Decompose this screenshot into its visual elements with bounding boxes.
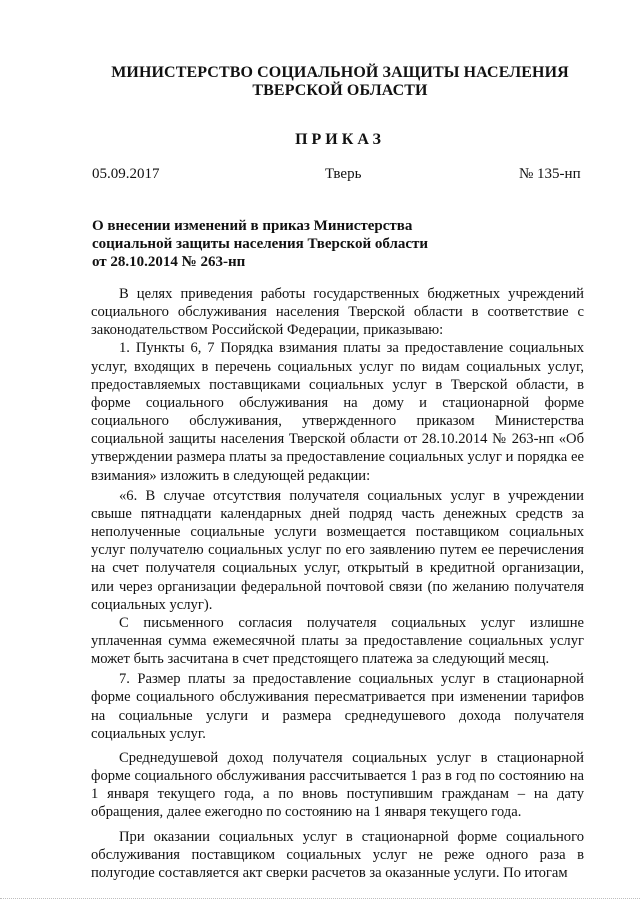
ministry-name-line-2: ТВЕРСКОЙ ОБЛАСТИ <box>252 82 428 99</box>
scan-edge-noise <box>0 898 640 901</box>
document-number: № 135-нп <box>519 166 581 182</box>
body-paragraph-clause-6: «6. В случае отсутствия получателя социальных услуг в учреждении свыше пятнадцати календарных дней подряд часть денежных средств за неполученные социальные услуги возмещается поставщиком социальных услуг получателю социальных услуг по его заявлению путем ее перечисления на счет получателя социальных услуг, открытый в кредитной организации, или через организации федеральной почтовой связи (по желанию получателя социальных услуг). <box>91 487 584 613</box>
body-paragraph-average-income: Среднедушевой доход получателя социальных услуг в стационарной форме социального обслуживания рассчитывается 1 раз в год по состоянию на 1 января текущего года, а по вновь поступившим гражданам – на дату обращения, далее ежегодно по состоянию на 1 января текущего года. <box>91 749 584 821</box>
body-paragraph-preamble: В целях приведения работы государственных бюджетных учреждений социального обслуживания населения Тверской области в соответствие с законодательством Российской Федерации, приказываю: <box>91 286 584 339</box>
subject-line-3: от 28.10.2014 № 263-нп <box>92 254 246 270</box>
document-date: 05.09.2017 <box>92 166 160 182</box>
body-paragraph-reconciliation: При оказании социальных услуг в стационарной форме социального обслуживания поставщиком социальных услуг не реже одного раза в полугодие составляется акт сверки расчетов за оказанные услуги. По итогам <box>91 828 584 881</box>
body-paragraph-clause-7: 7. Размер платы за предоставление социальных услуг в стационарной форме социального обслуживания пересматривается при изменении тарифов на социальные услуги и размера среднедушевого дохода получателя социальных услуг. <box>91 671 584 742</box>
document-body <box>91 285 584 882</box>
subject-line-2: социальной защиты населения Тверской области <box>92 236 429 252</box>
ministry-name-line-1: МИНИСТЕРСТВО СОЦИАЛЬНОЙ ЗАЩИТЫ НАСЕЛЕНИЯ <box>111 64 569 81</box>
body-paragraph-overpayment: С письменного согласия получателя социальных услуг излишне уплаченная сумма ежемесячной платы за предоставление социальных услуг может быть засчитана в счет предстоящего платежа за следующий месяц. <box>91 614 584 668</box>
body-paragraph-item-1: 1. Пункты 6, 7 Порядка взимания платы за предоставление социальных услуг, входящих в перечень социальных услуг по видам социальных услуг, предоставляемых поставщиками социальных услуг в Тверской области, в форме социального обслуживания на дому и стационарной форме социального обслуживания, утвержденного приказом Министерства социальной защиты населения Тверской области от 28.10.2014 № 263-нп «Об утверждении размера платы за предоставление социальных услуг и порядка ее взимания» изложить в следующей редакции: <box>91 340 584 484</box>
subject-line-1: О внесении изменений в приказ Министерства <box>92 218 413 234</box>
document-city: Тверь <box>325 166 362 182</box>
document-type-title: ПРИКАЗ <box>295 131 385 148</box>
